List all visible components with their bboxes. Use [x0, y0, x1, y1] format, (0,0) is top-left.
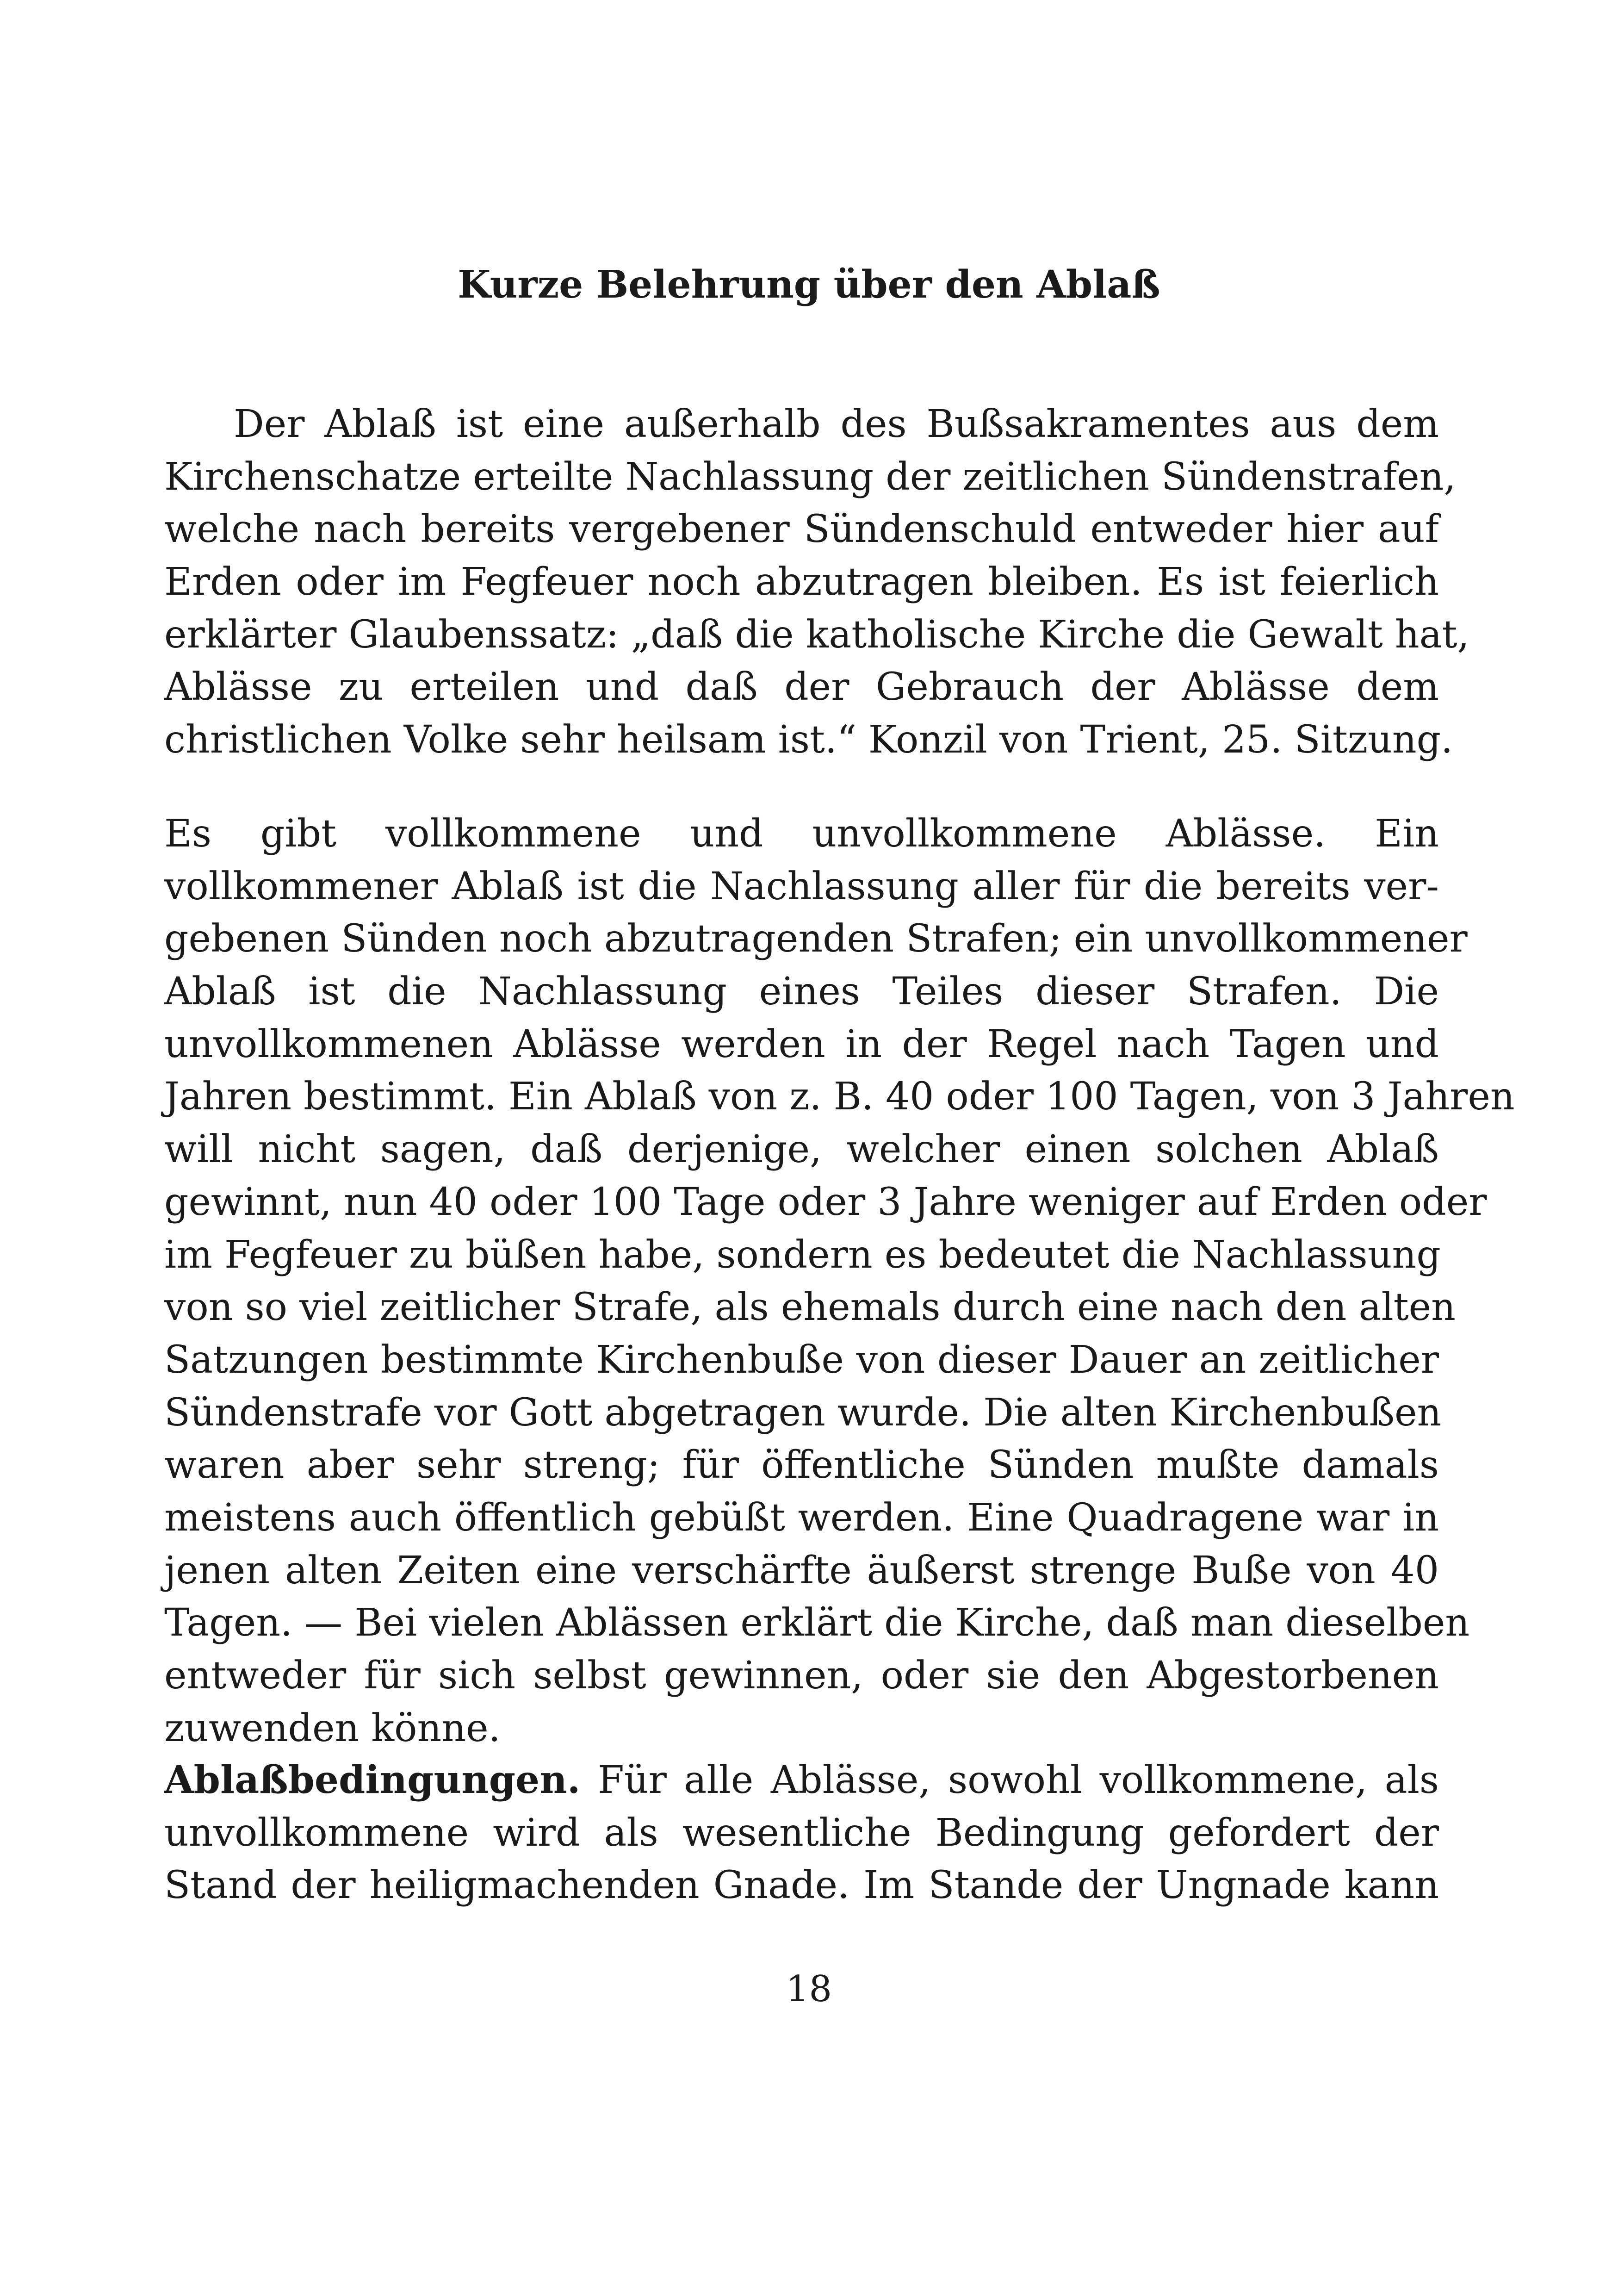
text-line: Kirchenschatze erteilte Nachlassung der zeitlichen Sündenstrafen,	[164, 454, 1456, 499]
paragraph-indulgence-definition	[164, 398, 1469, 766]
text-line: Sündenstrafe vor Gott abgetragen wurde. Die alten Kirchenbußen	[164, 1390, 1442, 1435]
text-line	[164, 1754, 1439, 1807]
text-line: gebenen Sünden noch abzutragenden Strafen; ein unvollkommener	[164, 917, 1468, 961]
text-line: zuwenden könne.	[164, 1706, 501, 1750]
text-line: Ablaß ist die Nachlassung eines Teiles dieser Strafen. Die	[164, 970, 1439, 1014]
text-line-rest: Für alle Ablässe, sowohl vollkommene, als	[580, 1758, 1439, 1802]
text-line: im Fegfeuer zu büßen habe, sondern es bedeutet die Nachlassung	[164, 1232, 1441, 1277]
text-line: unvollkommene wird als wesentliche Bedingung gefordert der	[164, 1811, 1439, 1855]
text-line: vollkommener Ablaß ist die Nachlassung aller für die bereits ver-	[164, 864, 1439, 908]
text-line: christlichen Volke sehr heilsam ist.“ Konzil von Trient, 25. Sitzung.	[164, 718, 1453, 762]
text-line: Stand der heiligmachenden Gnade. Im Stande der Ungnade kann	[164, 1863, 1439, 1908]
text-line: von so viel zeitlicher Strafe, als ehemals durch eine nach den alten	[164, 1285, 1456, 1330]
text-line: Erden oder im Fegfeuer noch abzutragen bleiben. Es ist feierlich	[164, 560, 1439, 604]
text-line: will nicht sagen, daß derjenige, welcher einen solchen Ablaß	[164, 1127, 1439, 1172]
paragraph-indulgence-conditions	[164, 1754, 1439, 1912]
text-line: Der Ablaß ist eine außerhalb des Bußsakramentes aus dem	[234, 402, 1439, 446]
page-title: Kurze Belehrung über den Ablaß	[458, 262, 1160, 307]
page-number: 18	[786, 1968, 832, 2010]
text-line: gewinnt, nun 40 oder 100 Tage oder 3 Jahre weniger auf Erden oder	[164, 1180, 1487, 1224]
text-line: Satzungen bestimmte Kirchenbuße von dieser Dauer an zeitlicher	[164, 1338, 1439, 1382]
text-line: meistens auch öffentlich gebüßt werden. Eine Quadragene war in	[164, 1495, 1439, 1540]
section-run-head: Ablaßbedingungen.	[164, 1758, 581, 1802]
text-line: Tagen. — Bei vielen Ablässen erklärt die Kirche, daß man dieselben	[164, 1601, 1470, 1645]
text-line: Jahren bestimmt. Ein Ablaß von z. B. 40 oder 100 Tagen, von 3 Jahren	[164, 1075, 1515, 1119]
text-line: waren aber sehr streng; für öffentliche Sünden mußte damals	[164, 1443, 1439, 1487]
text-line: Es gibt vollkommene und unvollkommene Ablässe. Ein	[164, 812, 1439, 856]
text-line: entweder für sich selbst gewinnen, oder sie den Abgestorbenen	[164, 1654, 1439, 1698]
text-line: welche nach bereits vergebener Sündenschuld entweder hier auf	[164, 507, 1439, 552]
text-line: unvollkommenen Ablässe werden in der Regel nach Tagen und	[164, 1022, 1439, 1066]
text-line: Ablässe zu erteilen und daß der Gebrauch der Ablässe dem	[164, 665, 1439, 709]
text-line: jenen alten Zeiten eine verschärfte äußerst strenge Buße von 40	[164, 1548, 1439, 1593]
text-line: erklärter Glaubenssatz: „daß die katholische Kirche die Gewalt hat,	[164, 612, 1469, 657]
paragraph-indulgence-types	[164, 808, 1515, 1755]
